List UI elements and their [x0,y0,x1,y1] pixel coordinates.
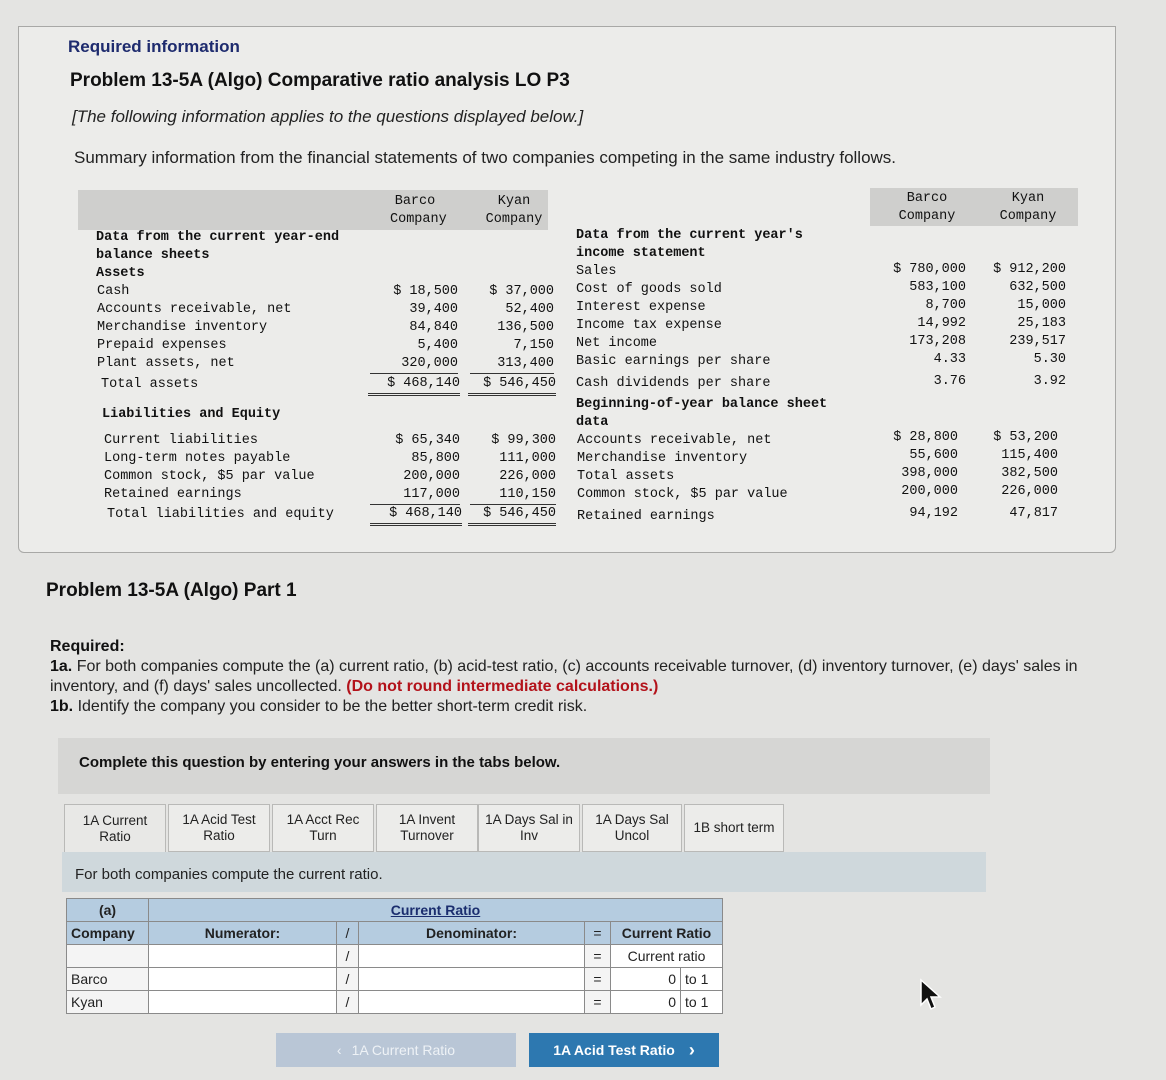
company-header: Company [67,922,149,945]
applies-note: [The following information applies to the questions displayed below.] [72,107,584,126]
barco-total-liabilities: $ 468,140 [370,505,462,526]
complete-instructions: Complete this question by entering your answers in the tabs below. [79,754,561,771]
current-ratio-title: Current Ratio [149,899,723,922]
income-heading: Data from the current year's income statement [576,228,803,261]
kyan-col-header: Kyan Company [485,194,543,227]
barco-liability-values: $ 65,340 85,800 200,000 117,000 [370,432,460,505]
barco-to-1: to 1 [681,968,723,991]
kyan-liability-values: $ 99,300 111,000 226,000 110,150 [470,432,556,505]
asset-labels: Cash Accounts receivable, net Merchandise inventory Prepaid expenses Plant assets, net [97,284,292,371]
barco-denominator-input[interactable] [359,968,585,991]
barco-numerator-input[interactable] [149,968,337,991]
slash: / [337,991,359,1014]
tab-1a-days-sal-uncol[interactable]: 1A Days Sal Uncol [582,804,682,852]
problem-title: Problem 13-5A (Algo) Comparative ratio analysis LO P3 [70,70,570,91]
beginning-labels: Accounts receivable, net Merchandise inventory Total assets Common stock, $5 par value Retained earnings [577,433,788,524]
company-barco: Barco [67,968,149,991]
tab-instruction: For both companies compute the current ratio. [75,866,383,883]
balance-heading: Data from the current year-end balance sheets [96,230,340,263]
current-ratio-table [66,898,723,1014]
tab-1a-acid-test-ratio[interactable]: 1A Acid Test Ratio [168,804,270,852]
total-liabilities-label: Total liabilities and equity [107,507,334,522]
equals: = [585,945,611,968]
denominator-header: Denominator: [359,922,585,945]
chevron-right-icon: › [688,1039,695,1060]
next-tab-button[interactable] [529,1033,719,1067]
liabilities-label: Liabilities and Equity [102,407,281,422]
kyan-numerator-input[interactable] [149,991,337,1014]
barco-asset-values: $ 18,500 39,400 84,840 5,400 320,000 [370,283,458,374]
part-title: Problem 13-5A (Algo) Part 1 [46,580,297,601]
tab-1b-short-term[interactable]: 1B short term [684,804,784,852]
beginning-heading: Beginning-of-year balance sheet data [576,397,828,430]
balance-header-band [78,190,548,230]
tab-1a-invent-turnover[interactable]: 1A Invent Turnover [376,804,478,852]
numerator-header: Numerator: [149,922,337,945]
equals: = [585,968,611,991]
barco-col-header: Barco Company [390,194,447,227]
blank-company-cell [67,945,149,968]
kyan-to-1: to 1 [681,991,723,1014]
mouse-cursor-icon [918,978,944,1012]
tab-1a-current-ratio[interactable]: 1A Current Ratio [64,804,166,852]
equals-header: = [585,922,611,945]
a-label: (a) [67,899,149,922]
kyan-total-assets: $ 546,450 [468,375,556,396]
income-barco-values: $ 780,000 583,100 8,700 14,992 173,208 4.33 3.76 [893,262,966,389]
chevron-left-icon: ‹ [336,1042,342,1058]
result-subheader: Current ratio [611,945,723,968]
barco-total-assets: $ 468,140 [368,375,460,396]
result-header: Current Ratio [611,922,723,945]
next-tab-label: 1A Acid Test Ratio [553,1042,675,1058]
prev-tab-button[interactable] [276,1033,516,1067]
kyan-denominator-input[interactable] [359,991,585,1014]
income-labels: Sales Cost of goods sold Interest expense Income tax expense Net income Basic earnings per share Cash dividends per share [576,264,771,391]
income-barco-header: Barco Company [898,191,956,224]
numerator-input-header-row[interactable] [149,945,337,968]
required-text: Required: 1a. For both companies compute the (a) current ratio, (b) acid-test ratio, (c) accounts receivable turnover, (d) inventory turnover, (e) days' sales in inventory, and (f) days' sales uncollected. (Do not round intermediate calculations.) 1b. Identify the company you consider to be the better short-term credit risk. [50,638,1078,715]
total-assets-label: Total assets [101,377,199,392]
kyan-asset-values: $ 37,000 52,400 136,500 7,150 313,400 [470,283,554,374]
liability-labels: Current liabilities Long-term notes payable Common stock, $5 par value Retained earnings [104,433,315,502]
income-kyan-header: Kyan Company [999,191,1057,224]
kyan-ratio-value: 0 [611,991,681,1014]
slash-header: / [337,922,359,945]
tab-1a-acct-rec-turn[interactable]: 1A Acct Rec Turn [272,804,374,852]
tab-1a-days-sal-inv[interactable]: 1A Days Sal in Inv [478,804,580,852]
slash: / [337,945,359,968]
prev-tab-label: 1A Current Ratio [351,1042,456,1058]
required-info-title: Required information [68,37,240,56]
beginning-barco-values: $ 28,800 55,600 398,000 200,000 94,192 [893,430,958,521]
barco-ratio-value: 0 [611,968,681,991]
denominator-input-header-row[interactable] [359,945,585,968]
income-kyan-values: $ 912,200 632,500 15,000 25,183 239,517 5.30 3.92 [993,262,1066,389]
kyan-total-liabilities: $ 546,450 [468,505,556,526]
equals: = [585,991,611,1014]
summary-text: Summary information from the financial statements of two companies competing in the same industry follows. [74,148,897,167]
assets-label: Assets [96,266,145,281]
company-kyan: Kyan [67,991,149,1014]
slash: / [337,968,359,991]
beginning-kyan-values: $ 53,200 115,400 382,500 226,000 47,817 [993,430,1058,521]
